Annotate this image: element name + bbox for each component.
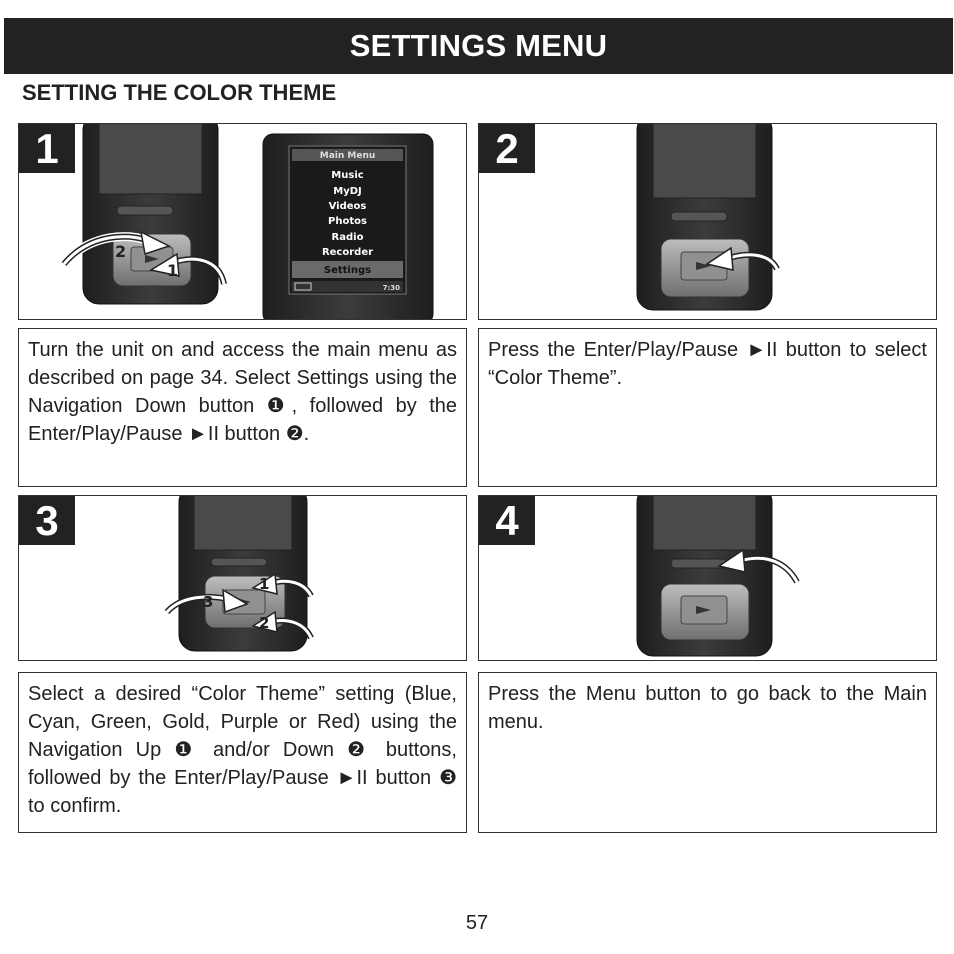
step-4-illustration <box>478 495 937 661</box>
step-2-text: Press the Enter/Play/Pause ►II button to select “Color Theme”. <box>478 328 937 487</box>
screen-time: 7:30 <box>382 284 400 292</box>
step-1-text: Turn the unit on and access the main menu as described on page 34. Select Settings using the Navigation Down button ❶, followed by the Enter/Play/Pause ►II button ❷. <box>18 328 467 487</box>
player-device <box>637 496 772 656</box>
arrow-label: 2 <box>259 614 270 632</box>
step-number: 3 <box>19 496 75 545</box>
step-3-text: Select a desired “Color Theme” setting (Blue, Cyan, Green, Gold, Purple or Red) using the Navigation Up ❶ and/or Down ❷ buttons, followed by the Enter/Play/Pause ►II button ❸ to confirm. <box>18 672 467 833</box>
screen-title: Main Menu <box>319 151 376 161</box>
arrow-label: 2 <box>115 242 127 261</box>
player-device <box>83 124 218 304</box>
step-number: 4 <box>479 496 535 545</box>
step-2-illustration <box>478 123 937 320</box>
step-1-illustration <box>18 123 467 320</box>
step-4-text: Press the Menu button to go back to the Main menu. <box>478 672 937 833</box>
menu-item-music: Music <box>331 170 364 181</box>
menu-item-photos: Photos <box>328 216 367 227</box>
step-3-illustration <box>18 495 467 661</box>
menu-item-radio: Radio <box>331 232 364 243</box>
player-device <box>637 124 772 310</box>
menu-item-mydj: MyDJ <box>333 186 362 197</box>
step-number: 1 <box>19 124 75 173</box>
arrow-label: 1 <box>259 575 270 593</box>
menu-item-videos: Videos <box>328 201 367 212</box>
device-screen <box>263 134 433 320</box>
step-number: 2 <box>479 124 535 173</box>
player-device <box>179 496 307 651</box>
arrow-label: 1 <box>167 261 179 280</box>
page-number: 57 <box>465 912 489 934</box>
page-title: SETTINGS MENU <box>349 28 608 63</box>
arrow-label: 3 <box>203 593 214 611</box>
menu-item-recorder: Recorder <box>321 247 374 258</box>
menu-item-settings: Settings <box>323 265 372 276</box>
section-title: SETTING THE COLOR THEME <box>22 80 337 105</box>
page-header <box>4 18 953 74</box>
